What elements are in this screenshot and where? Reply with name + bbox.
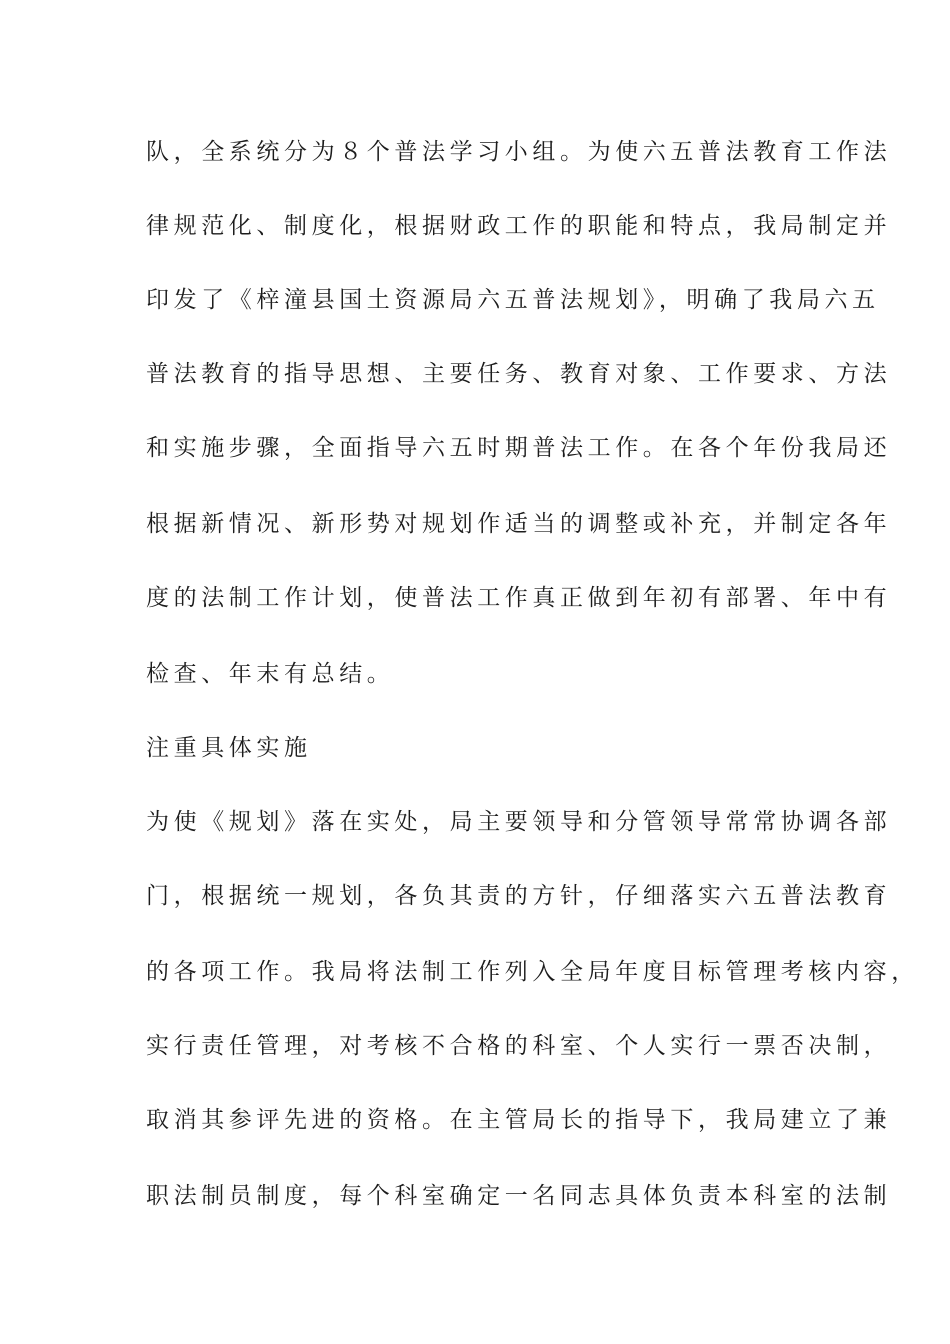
text-line: 职法制员制度，每个科室确定一名同志具体负责本科室的法制	[146, 1183, 892, 1209]
text-line: 检查、年末有总结。	[146, 661, 395, 687]
text-line: 根据新情况、新形势对规划作适当的调整或补充，并制定各年	[146, 511, 892, 537]
text-line: 的各项工作。我局将法制工作列入全局年度目标管理考核内容，	[146, 959, 919, 985]
text-line: 队，全系统分为８个普法学习小组。为使六五普法教育工作法	[146, 139, 892, 165]
section-heading: 注重具体实施	[146, 735, 312, 761]
text-line: 和实施步骤，全面指导六五时期普法工作。在各个年份我局还	[146, 435, 892, 461]
text-line: 律规范化、制度化，根据财政工作的职能和特点，我局制定并	[146, 213, 892, 239]
text-line: 实行责任管理，对考核不合格的科室、个人实行一票否决制，	[146, 1033, 892, 1059]
text-line: 度的法制工作计划，使普法工作真正做到年初有部署、年中有	[146, 585, 892, 611]
text-line: 门，根据统一规划，各负其责的方针，仔细落实六五普法教育	[146, 883, 892, 909]
text-line: 印发了《梓潼县国土资源局六五普法规划》，明确了我局六五	[146, 287, 880, 313]
text-line: 取消其参评先进的资格。在主管局长的指导下，我局建立了兼	[146, 1107, 892, 1133]
text-line: 普法教育的指导思想、主要任务、教育对象、工作要求、方法	[146, 361, 892, 387]
text-line: 为使《规划》落在实处，局主要领导和分管领导常常协调各部	[146, 809, 892, 835]
